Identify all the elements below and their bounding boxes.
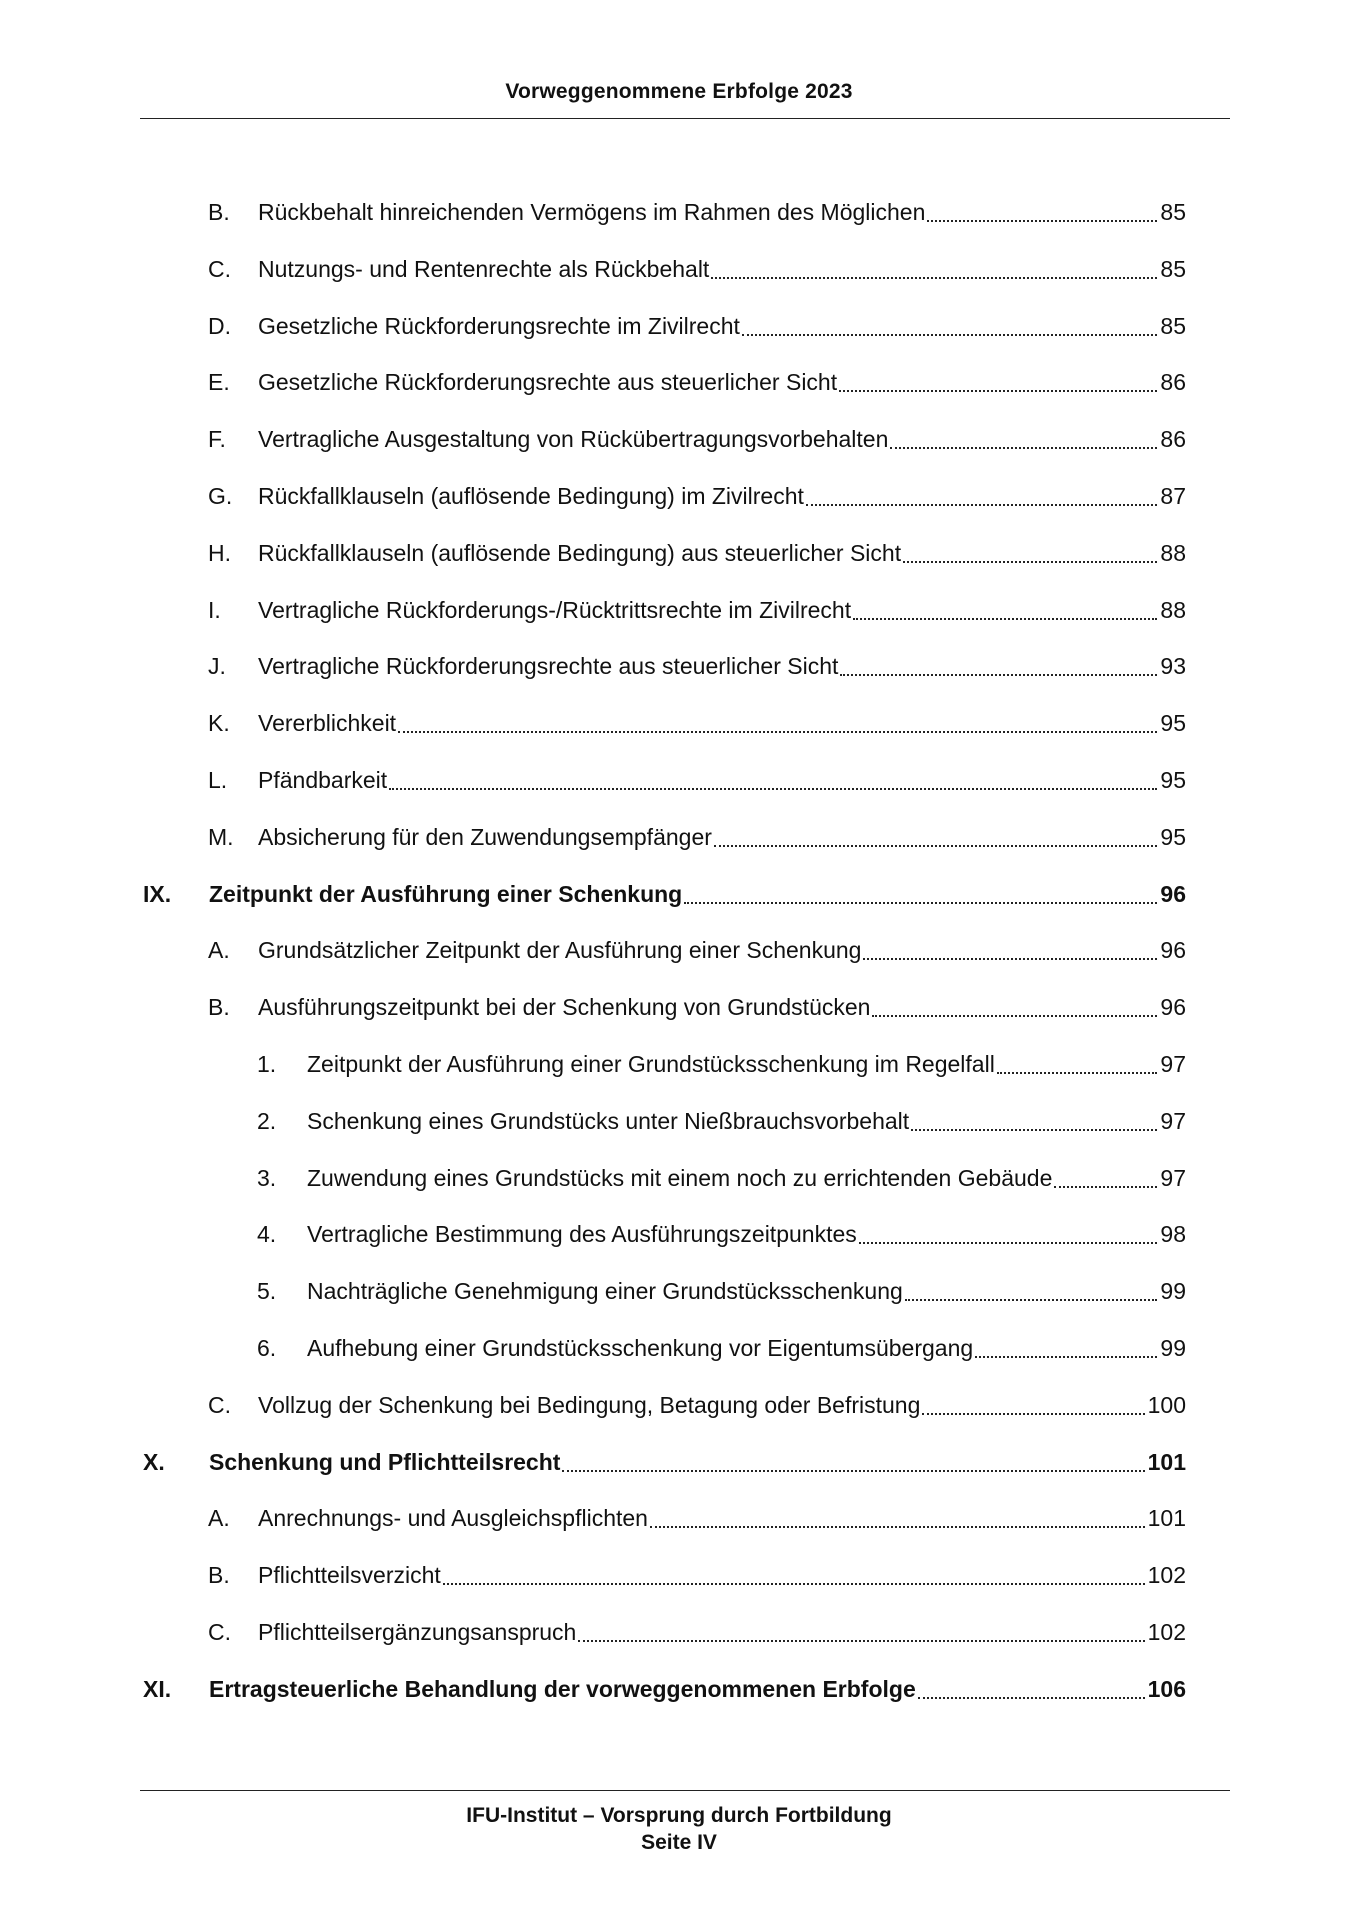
toc-title: Nachträgliche Genehmigung einer Grundstücksschenkung [307,1278,903,1304]
toc-page-number: 93 [1160,653,1186,679]
toc-title: Gesetzliche Rückforderungsrechte aus steuerlicher Sicht [258,369,838,395]
toc-number: 6. [257,1335,277,1361]
toc-dot-leader [859,1217,1158,1251]
toc-number: 2. [257,1108,277,1134]
toc-title: Schenkung und Pflichtteilsrecht [209,1449,561,1475]
toc-page-number: 85 [1160,256,1186,282]
toc-title: Vertragliche Bestimmung des Ausführungszeitpunktes [307,1221,857,1247]
toc-subsection [257,1217,1186,1251]
toc-number: C. [208,1619,231,1645]
toc-dot-leader [806,479,1158,513]
toc-page-number: 96 [1160,881,1186,907]
toc-page-number: 100 [1147,1392,1186,1418]
header-divider [140,118,1230,119]
toc-page-number: 85 [1160,199,1186,225]
toc-number: 4. [257,1221,277,1247]
toc-section [208,1501,1186,1535]
toc-number: D. [208,313,231,339]
toc-title: Vertragliche Ausgestaltung von Rückübertragungsvorbehalten [258,426,889,452]
toc-dot-leader [997,1047,1158,1081]
toc-title: Anrechnungs- und Ausgleichspflichten [258,1505,648,1531]
toc-dot-leader [562,1445,1144,1479]
toc-number: 1. [257,1051,277,1077]
toc-number: B. [208,1562,230,1588]
toc-title: Pfändbarkeit [258,767,388,793]
toc-page-number: 102 [1147,1562,1186,1588]
toc-section [208,593,1186,627]
toc-number: E. [208,369,230,395]
toc-dot-leader [742,309,1158,343]
toc-section [208,1388,1186,1422]
toc-page-number: 95 [1160,710,1186,736]
toc-title: Nutzungs- und Rentenrechte als Rückbehalt [258,256,710,282]
toc-number: M. [208,824,234,850]
toc-dot-leader [975,1331,1157,1365]
toc-chapter [143,1672,1186,1706]
toc-dot-leader [905,1274,1158,1308]
toc-dot-leader [840,649,1157,683]
toc-title: Vollzug der Schenkung bei Bedingung, Betagung oder Befristung [258,1392,921,1418]
toc-dot-leader [918,1672,1145,1706]
toc-number: 3. [257,1165,277,1191]
toc-title: Ausführungszeitpunkt bei der Schenkung von Grundstücken [258,994,871,1020]
toc-section [208,479,1186,513]
toc-title: Pflichtteilsergänzungsanspruch [258,1619,577,1645]
toc-section [208,990,1186,1024]
toc-title: Vertragliche Rückforderungs-/Rücktrittsrechte im Zivilrecht [258,597,852,623]
toc-page-number: 95 [1160,767,1186,793]
toc-section [208,933,1186,967]
toc-page-number: 96 [1160,937,1186,963]
toc-dot-leader [839,365,1157,399]
toc-number: X. [143,1449,165,1475]
toc-title: Rückfallklauseln (auflösende Bedingung) aus steuerlicher Sicht [258,540,902,566]
toc-number: J. [208,653,226,679]
toc-page-number: 97 [1160,1051,1186,1077]
toc-number: F. [208,426,226,452]
toc-title: Zeitpunkt der Ausführung einer Grundstücksschenkung im Regelfall [307,1051,995,1077]
toc-page-number: 85 [1160,313,1186,339]
toc-dot-leader [684,877,1157,911]
toc-number: L. [208,767,228,793]
toc-subsection [257,1161,1186,1195]
toc-section [208,309,1186,343]
toc-title: Gesetzliche Rückforderungsrechte im Zivilrecht [258,313,740,339]
toc-dot-leader [863,933,1157,967]
toc-number: IX. [143,881,172,907]
toc-number: K. [208,710,230,736]
page-footer [0,1802,1358,1856]
footer-institute: IFU-Institut – Vorsprung durch Fortbildung [466,1804,892,1827]
toc-subsection [257,1104,1186,1138]
toc-title: Ertragsteuerliche Behandlung der vorweggenommenen Erbfolge [209,1676,916,1702]
toc-title: Aufhebung einer Grundstücksschenkung vor Eigentumsübergang [307,1335,974,1361]
toc-dot-leader [890,422,1157,456]
toc-page-number: 86 [1160,369,1186,395]
document-title: Vorweggenommene Erbfolge 2023 [505,80,853,103]
toc-number: A. [208,1505,230,1531]
toc-number: XI. [143,1676,172,1702]
toc-dot-leader [398,706,1157,740]
toc-section [208,536,1186,570]
toc-subsection [257,1047,1186,1081]
toc-chapter [143,877,1186,911]
page-header [0,80,1358,104]
toc-number: B. [208,199,230,225]
toc-number: H. [208,540,231,566]
toc-title: Pflichtteilsverzicht [258,1562,441,1588]
toc-page-number: 88 [1160,540,1186,566]
toc-dot-leader [853,593,1157,627]
toc-page-number: 99 [1160,1335,1186,1361]
toc-page-number: 88 [1160,597,1186,623]
toc-subsection [257,1274,1186,1308]
toc-dot-leader [711,252,1157,286]
toc-number: A. [208,937,230,963]
toc-chapter [143,1445,1186,1479]
toc-page-number: 106 [1147,1676,1186,1702]
toc-section [208,365,1186,399]
toc-title: Grundsätzlicher Zeitpunkt der Ausführung einer Schenkung [258,937,862,963]
toc-page-number: 96 [1160,994,1186,1020]
toc-title: Vertragliche Rückforderungsrechte aus steuerlicher Sicht [258,653,839,679]
toc-dot-leader [1054,1161,1157,1195]
footer-divider [140,1790,1230,1791]
toc-section [208,195,1186,229]
toc-dot-leader [389,763,1157,797]
toc-dot-leader [911,1104,1157,1138]
toc-dot-leader [927,195,1157,229]
toc-section [208,763,1186,797]
toc-dot-leader [578,1615,1144,1649]
toc-section [208,820,1186,854]
footer-page-number: Seite IV [641,1831,717,1854]
toc-number: B. [208,994,230,1020]
toc-dot-leader [903,536,1157,570]
toc-number: 5. [257,1278,277,1304]
toc-page-number: 97 [1160,1165,1186,1191]
toc-page-number: 99 [1160,1278,1186,1304]
toc-dot-leader [872,990,1157,1024]
toc-title: Absicherung für den Zuwendungsempfänger [258,824,712,850]
toc-page-number: 87 [1160,483,1186,509]
toc-page-number: 98 [1160,1221,1186,1247]
toc-dot-leader [922,1388,1144,1422]
toc-page-number: 86 [1160,426,1186,452]
toc-title: Zeitpunkt der Ausführung einer Schenkung [209,881,683,907]
toc-section [208,1615,1186,1649]
toc-page-number: 101 [1147,1449,1186,1475]
toc-page-number: 101 [1147,1505,1186,1531]
toc-subsection [257,1331,1186,1365]
toc-number: I. [208,597,221,623]
toc-number: G. [208,483,233,509]
toc-dot-leader [443,1558,1145,1592]
toc-section [208,706,1186,740]
toc-page-number: 102 [1147,1619,1186,1645]
toc-title: Vererblichkeit [258,710,397,736]
toc-title: Zuwendung eines Grundstücks mit einem noch zu errichtenden Gebäude [307,1165,1053,1191]
toc-dot-leader [650,1501,1145,1535]
toc-title: Rückbehalt hinreichenden Vermögens im Rahmen des Möglichen [258,199,926,225]
toc-section [208,649,1186,683]
toc-number: C. [208,256,231,282]
toc-title: Schenkung eines Grundstücks unter Nießbrauchsvorbehalt [307,1108,910,1134]
toc-page-number: 97 [1160,1108,1186,1134]
toc-section [208,1558,1186,1592]
toc-dot-leader [714,820,1158,854]
toc-title: Rückfallklauseln (auflösende Bedingung) im Zivilrecht [258,483,804,509]
toc-section [208,252,1186,286]
toc-page-number: 95 [1160,824,1186,850]
toc-section [208,422,1186,456]
toc-number: C. [208,1392,231,1418]
